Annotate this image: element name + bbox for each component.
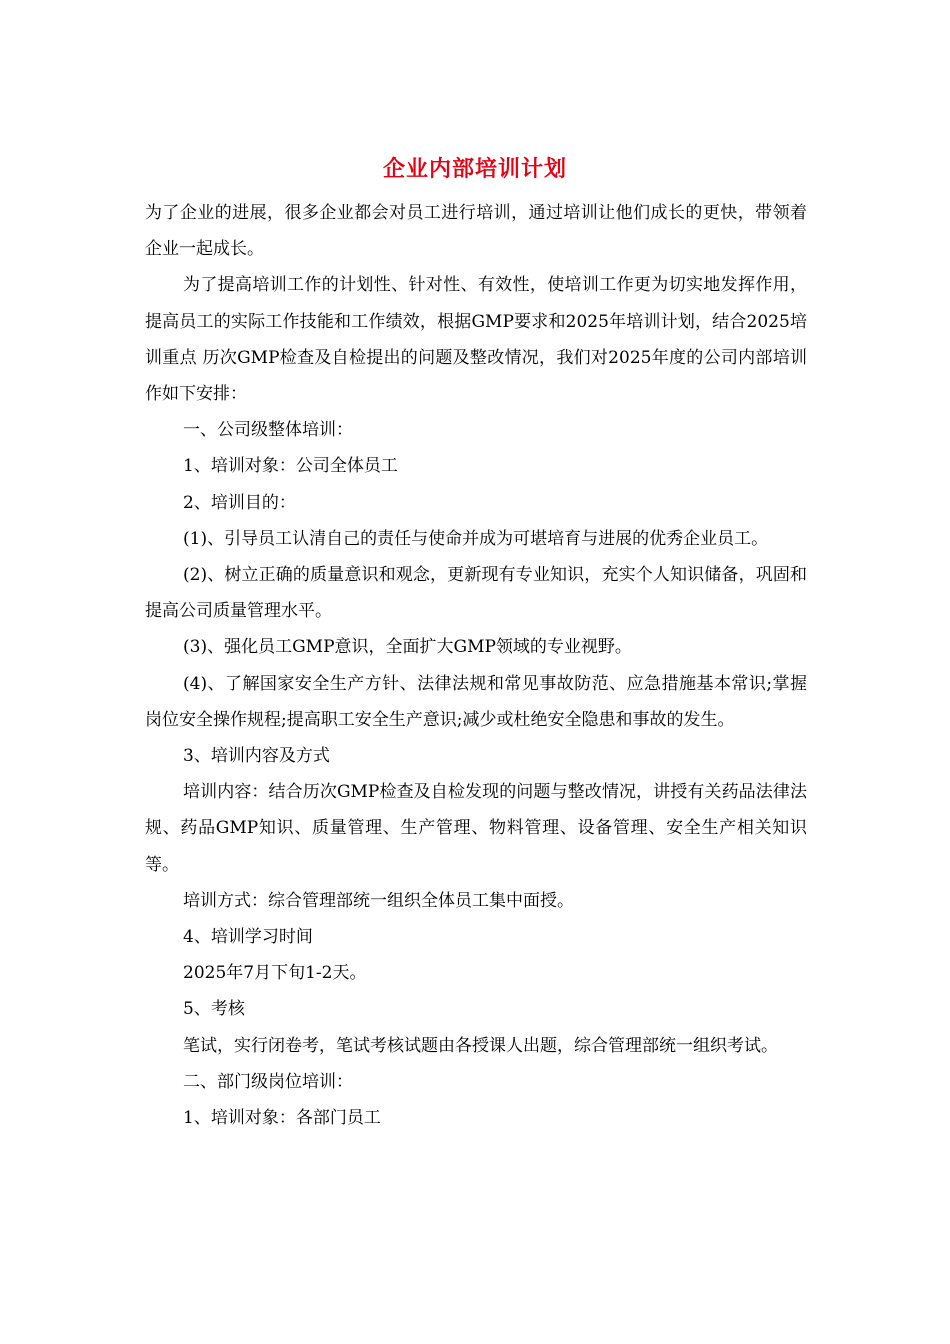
list-item: 1、培训对象：各部门员工: [183, 1108, 381, 1129]
list-item: (3)、强化员工GMP意识，全面扩大GMP领域的专业视野。: [183, 637, 632, 658]
section-heading: 二、部门级岗位培训：: [183, 1071, 353, 1092]
list-item: 3、培训内容及方式: [183, 746, 330, 767]
list-item: 4、培训学习时间: [183, 927, 313, 948]
list-item: 2、培训目的：: [183, 492, 296, 513]
list-item: 5、考核: [183, 999, 245, 1020]
paragraph: 笔试，实行闭卷考，笔试考核试题由各授课人出题，综合管理部统一组织考试。: [183, 1035, 778, 1056]
list-item: 1、培训对象：公司全体员工: [183, 456, 398, 477]
list-item: (1)、引导员工认清自己的责任与使命并成为可堪培育与进展的优秀企业员工。: [183, 528, 769, 549]
document-title: 企业内部培训计划: [382, 156, 567, 182]
paragraph: 为了提高培训工作的计划性、针对性、有效性，使培训工作更为切实地发挥作用，提高员工的实际工作技能和工作绩效，根据GMP要求和2025年培训计划，结合2025培训重点 历次GMP检查及自检提出的问题及整改情况，我们对2025年度的公司内部培训作如下安排：: [145, 275, 807, 405]
paragraph: 2025年7月下旬1-2天。: [183, 963, 367, 984]
document-body: [145, 195, 807, 1136]
paragraph: 培训内容：结合历次GMP检查及自检发现的问题与整改情况，讲授有关药品法律法规、药品GMP知识、质量管理、生产管理、物料管理、设备管理、安全生产相关知识等。: [145, 782, 807, 875]
list-item: (4)、了解国家安全生产方针、法律法规和常见事故防范、应急措施基本常识;掌握岗位安全操作规程;提高职工安全生产意识;减少或杜绝安全隐患和事故的发生。: [145, 673, 807, 730]
list-item: (2)、树立正确的质量意识和观念，更新现有专业知识，充实个人知识储备，巩固和提高公司质量管理水平。: [145, 565, 807, 622]
section-heading: 一、公司级整体培训：: [183, 420, 353, 441]
paragraph: 培训方式：综合管理部统一组织全体员工集中面授。: [183, 890, 574, 911]
paragraph: 为了企业的进展，很多企业都会对员工进行培训，通过培训让他们成长的更快，带领着企业一起成长。: [145, 203, 807, 260]
